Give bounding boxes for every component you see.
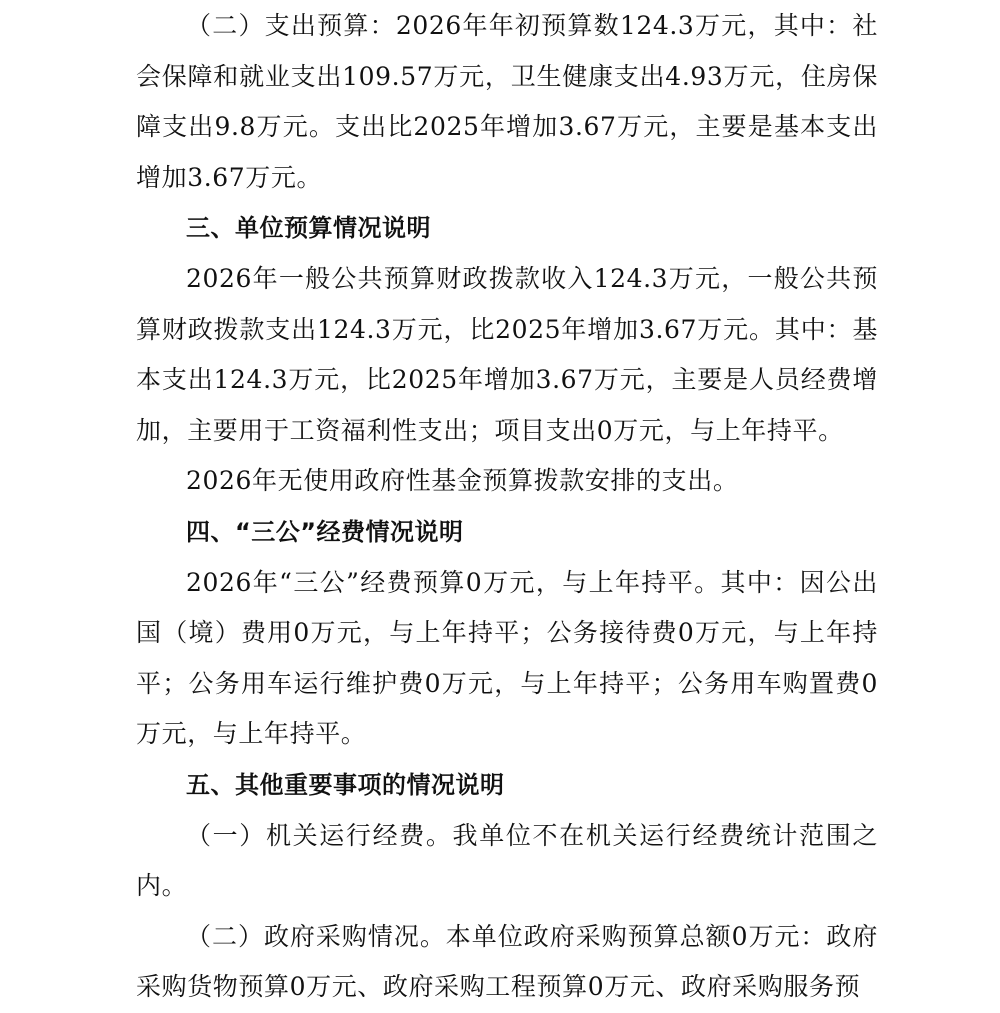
heading-other-matters: 五、其他重要事项的情况说明 [186, 770, 505, 799]
paragraph-three-public-expenses: 2026年“三公”经费预算0万元，与上年持平。其中：因公出国（境）费用0万元，与上年持平；公务接待费0万元，与上年持平；公务用车运行维护费0万元，与上年持平；公务用车购置费0万元，与上年持平。 [136, 567, 878, 749]
paragraph-government-procurement: （二）政府采购情况。本单位政府采购预算总额0万元：政府采购货物预算0万元、政府采购工程预算0万元、政府采购服务预 [136, 921, 878, 1002]
paragraph-general-public-budget: 2026年一般公共预算财政拨款收入124.3万元，一般公共预算财政拨款支出124.3万元，比2025年增加3.67万元。其中：基本支出124.3万元，比2025年增加3.67万元，主要是人员经费增加，主要用于工资福利性支出；项目支出0万元，与上年持平。 [136, 263, 878, 445]
document-page [136, 0, 878, 1013]
paragraph-government-fund: 2026年无使用政府性基金预算拨款安排的支出。 [186, 466, 739, 496]
heading-three-public-expenses: 四、“三公”经费情况说明 [186, 517, 464, 546]
paragraph-operating-expenses: （一）机关运行经费。我单位不在机关运行经费统计范围之内。 [136, 820, 878, 901]
heading-unit-budget: 三、单位预算情况说明 [186, 214, 431, 243]
paragraph-expenditure-budget: （二）支出预算：2026年年初预算数124.3万元，其中：社会保障和就业支出109.57万元，卫生健康支出4.93万元，住房保障支出9.8万元。支出比2025年增加3.67万元，主要是基本支出增加3.67万元。 [136, 11, 878, 192]
